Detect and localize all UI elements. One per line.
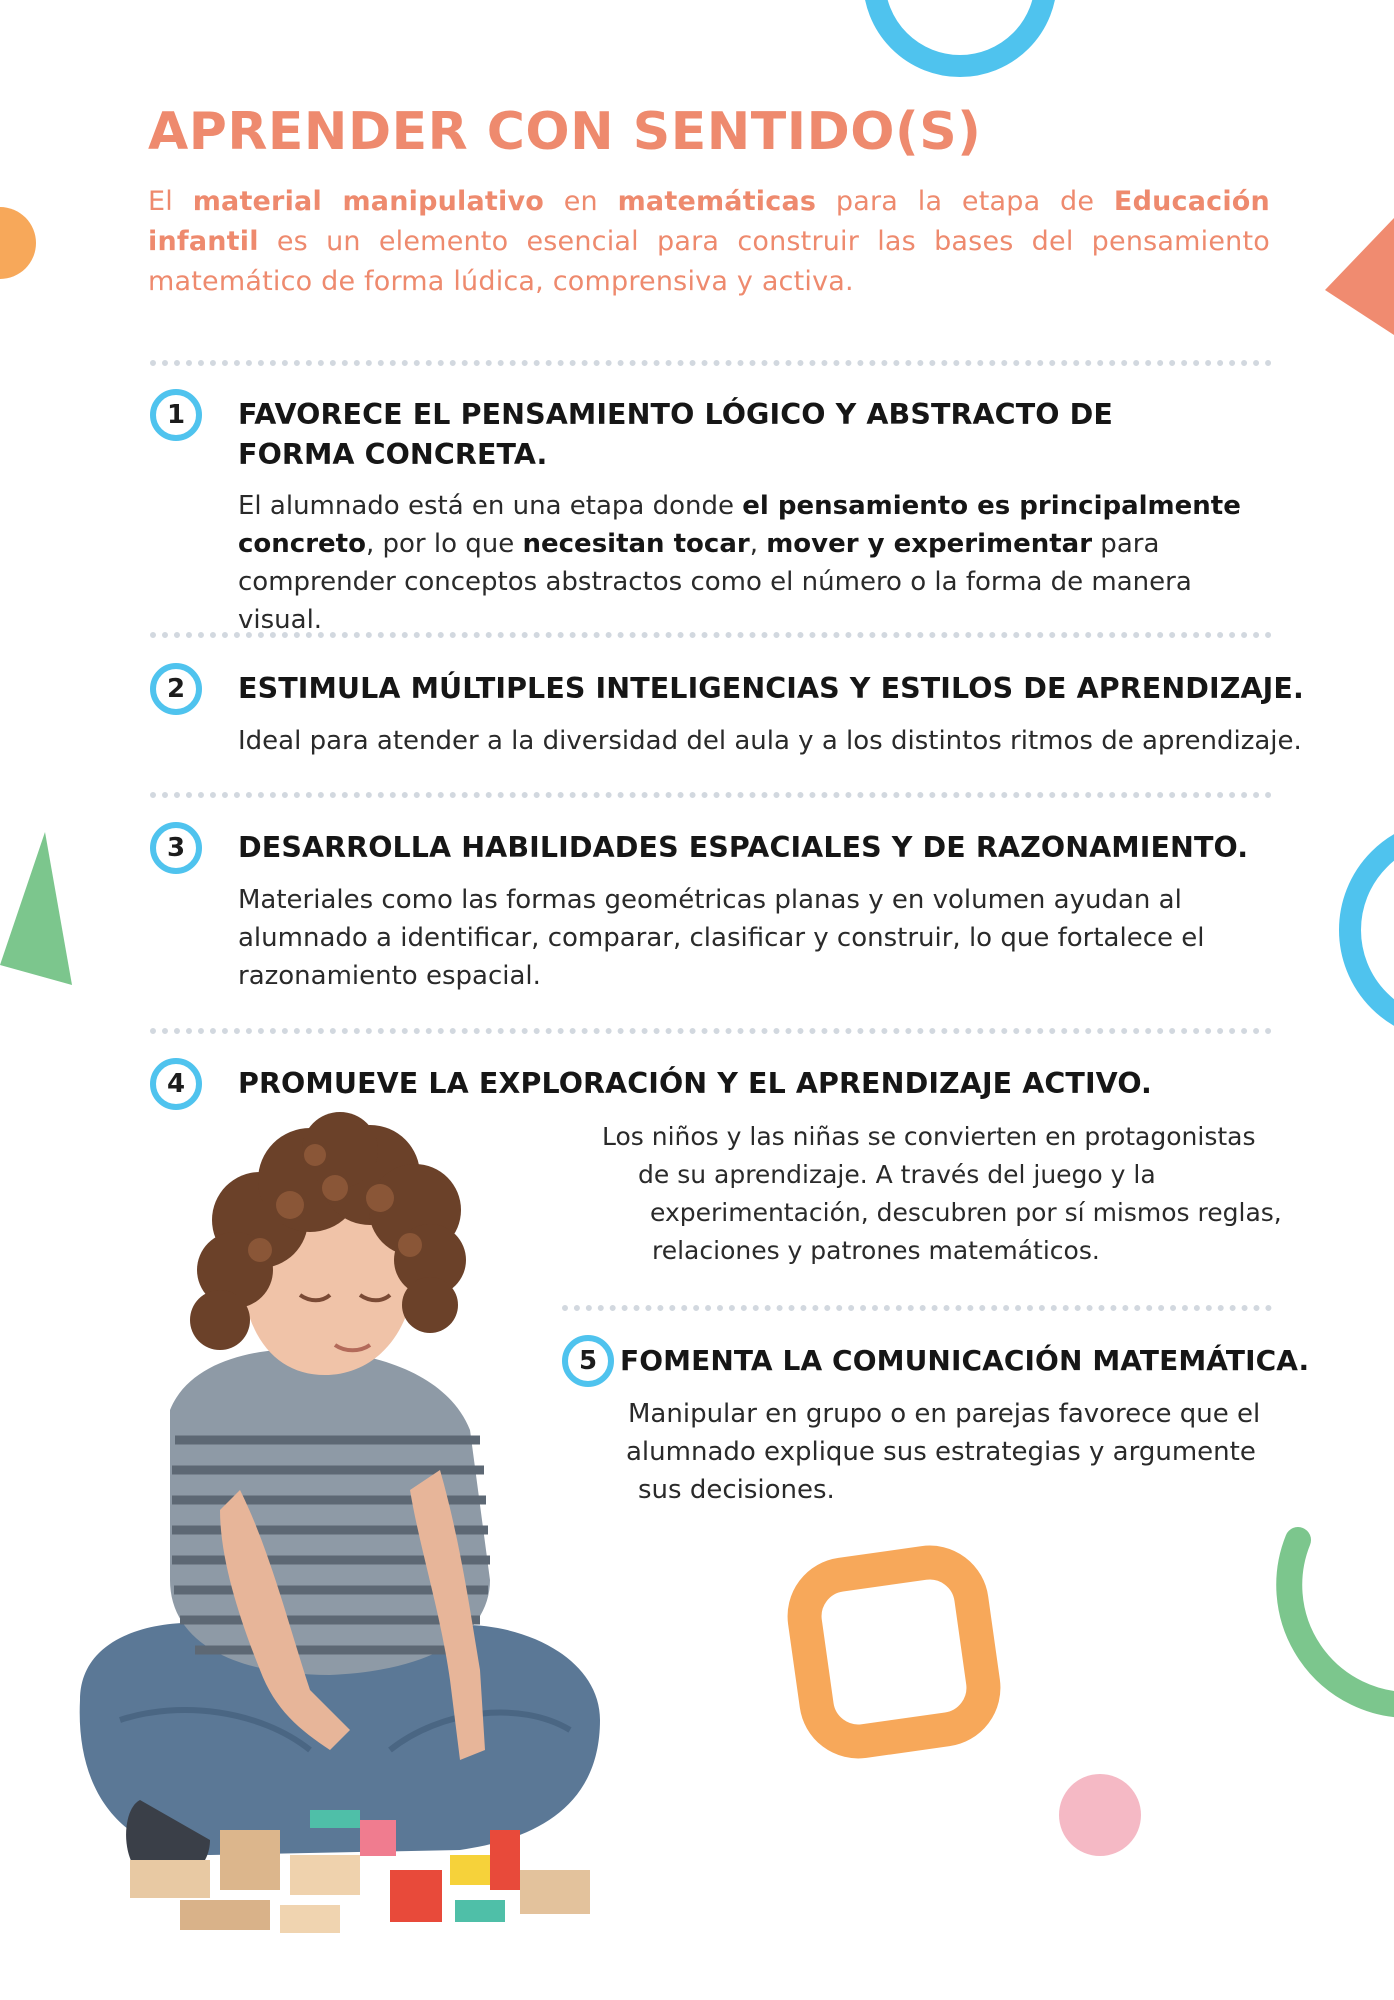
green-arc-shape <box>1289 1540 1394 1705</box>
section-5-line: sus decisiones. <box>638 1475 835 1505</box>
pink-dot-shape <box>1059 1774 1141 1856</box>
section-4-heading: PROMUEVE LA EXPLORACIÓN Y EL APRENDIZAJE ACTIVO. <box>238 1067 1152 1100</box>
blue-ring-right-shape <box>1350 830 1394 1030</box>
page-title: APRENDER CON SENTIDO(S) <box>148 102 982 162</box>
orange-half-circle-shape <box>0 207 36 279</box>
section-5-line: alumnado explique sus estrategias y argumente <box>626 1437 1256 1467</box>
number-badge-4: 4 <box>150 1058 202 1110</box>
blue-ring-top-shape <box>874 0 1046 66</box>
divider <box>150 632 1272 638</box>
divider <box>150 360 1272 366</box>
section-4-line: de su aprendizaje. A través del juego y la <box>638 1160 1156 1189</box>
divider <box>562 1305 1272 1311</box>
section-1-heading: FAVORECE EL PENSAMIENTO LÓGICO Y ABSTRACTO DE FORMA CONCRETA. <box>238 398 1113 471</box>
number-badge-1: 1 <box>150 389 202 441</box>
green-triangle-shape <box>0 832 72 985</box>
section-3-body: Materiales como las formas geométricas planas y en volumen ayudan al alumnado a identificar, comparar, clasificar y construir, lo que fortalece el razonamiento espacial. <box>238 885 1205 991</box>
section-5-line: Manipular en grupo o en parejas favorece que el <box>628 1399 1261 1429</box>
orange-rounded-square-shape <box>799 1557 989 1747</box>
coral-triangle-shape <box>1325 218 1394 335</box>
section-2-body: Ideal para atender a la diversidad del aula y a los distintos ritmos de aprendizaje. <box>238 726 1302 756</box>
divider <box>150 1028 1272 1034</box>
section-2-heading: ESTIMULA MÚLTIPLES INTELIGENCIAS Y ESTILOS DE APRENDIZAJE. <box>238 672 1304 705</box>
number-badge-2: 2 <box>150 663 202 715</box>
number-badge-3: 3 <box>150 822 202 874</box>
intro-paragraph: El material manipulativo en matemáticas para la etapa de Educación infantil es un elemento esencial para construir las bases del pensamiento matemático de forma lúdica, comprensiva y activa. <box>148 186 1270 297</box>
section-1-body: El alumnado está en una etapa donde el pensamiento es principalmente concreto, por lo que necesitan tocar, mover y experimentar para comprender conceptos abstractos como el número o la forma de manera visual. <box>238 491 1241 635</box>
section-3-heading: DESARROLLA HABILIDADES ESPACIALES Y DE RAZONAMIENTO. <box>238 831 1249 864</box>
child-playing-blocks-illustration <box>60 1110 620 1970</box>
section-4-line: relaciones y patrones matemáticos. <box>652 1236 1100 1265</box>
section-5-heading: FOMENTA LA COMUNICACIÓN MATEMÁTICA. <box>620 1344 1310 1377</box>
section-4-line: experimentación, descubren por sí mismos reglas, <box>650 1198 1282 1227</box>
divider <box>150 792 1272 798</box>
section-4-line: Los niños y las niñas se convierten en protagonistas <box>602 1122 1256 1151</box>
number-badge-5: 5 <box>562 1335 614 1387</box>
